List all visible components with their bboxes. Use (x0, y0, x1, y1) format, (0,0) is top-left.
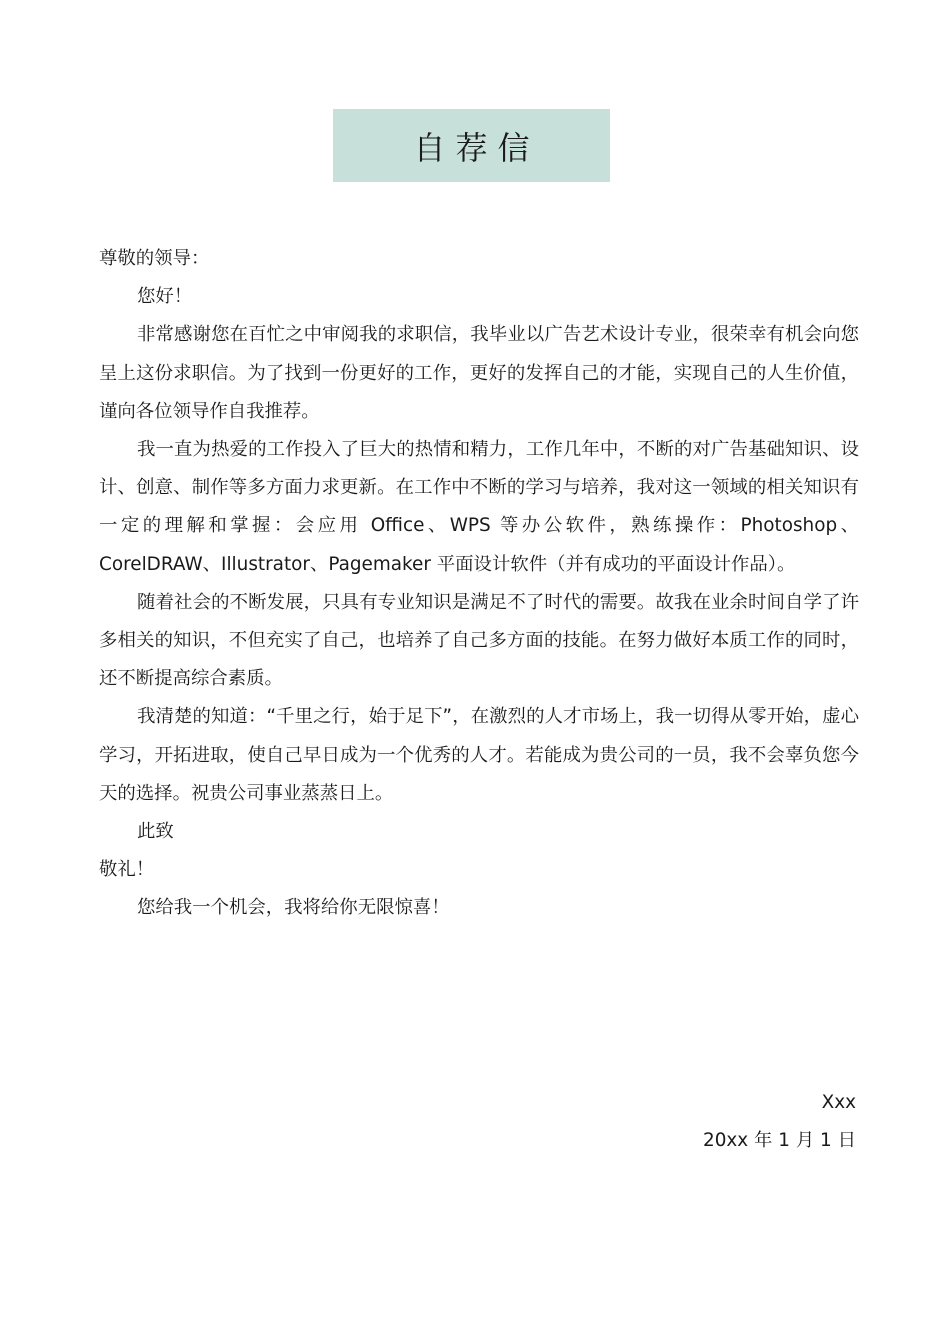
signature-name: Xxx (821, 1092, 856, 1113)
title-banner (333, 109, 610, 182)
signature-block (703, 1084, 856, 1160)
closing-line-2: 敬礼！ (99, 859, 155, 881)
paragraph-learning: 随着社会的不断发展，只具有专业知识是满足不了时代的需要。故我在业余时间自学了许多相关的知识，不但充实了自己，也培养了自己多方面的技能。在努力做好本质工作的同时，还不断提高综合素质。 (99, 591, 859, 690)
paragraph-intro: 非常感谢您在百忙之中审阅我的求职信，我毕业以广告艺术设计专业，很荣幸有机会向您呈上这份求职信。为了找到一份更好的工作，更好的发挥自己的才能，实现自己的人生价值，谨向各位领导作自我推荐。 (99, 324, 859, 422)
salutation: 尊敬的领导： (99, 248, 210, 269)
letter-body (99, 240, 859, 928)
postscript: 您给我一个机会，我将给你无限惊喜！ (137, 897, 450, 919)
page-title: 自荐信 (413, 128, 540, 167)
signature-date: 20xx 年 1 月 1 日 (703, 1130, 856, 1152)
paragraph-skills: 我一直为热爱的工作投入了巨大的热情和精力，工作几年中，不断的对广告基础知识、设计、创意、制作等多方面力求更新。在工作中不断的学习与培养，我对这一领域的相关知识有一定的理解和掌握：会应用 Office、WPS 等办公软件，熟练操作：Photoshop、CorelDRAW、Illustrator、Pagemaker 平面设计软件（并有成功的平面设计作品）。 (99, 439, 859, 575)
paragraph-commitment: 我清楚的知道：“千里之行，始于足下”，在激烈的人才市场上，我一切得从零开始，虚心学习，开拓进取，使自己早日成为一个优秀的人才。若能成为贵公司的一员，我不会辜负您今天的选择。祝贵公司事业蒸蒸日上。 (99, 706, 859, 804)
greeting: 您好！ (137, 286, 193, 308)
closing-line-1: 此致 (137, 821, 174, 843)
